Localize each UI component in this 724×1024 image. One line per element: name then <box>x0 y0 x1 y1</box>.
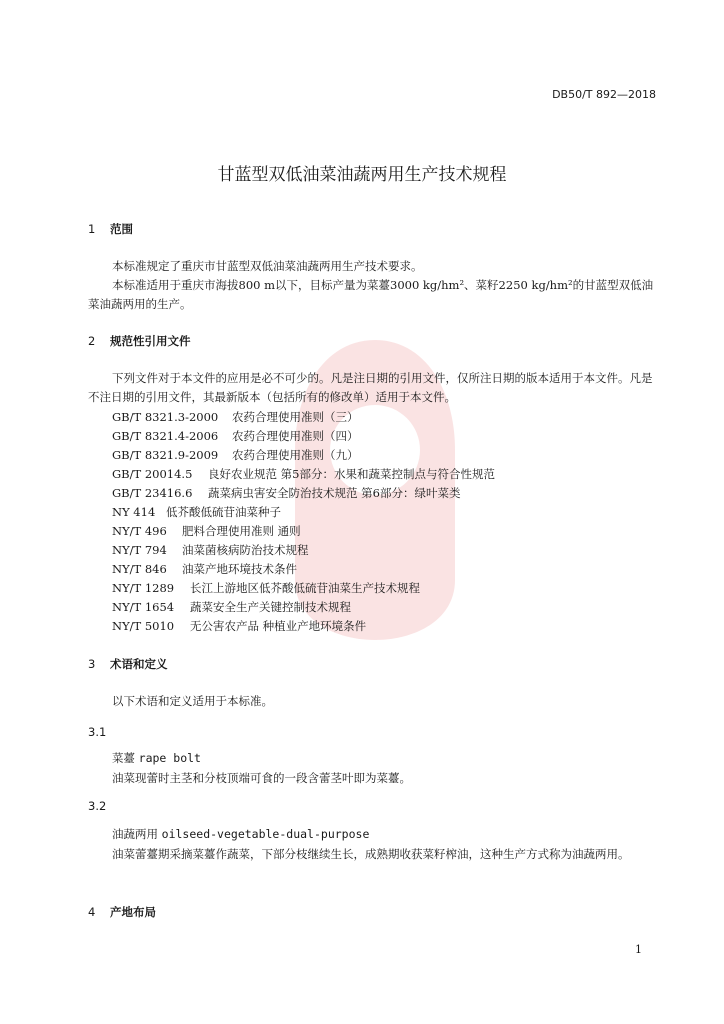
reference-item: NY/T 794 油菜菌核病防治技术规程 <box>112 543 309 557</box>
reference-item: GB/T 8321.4-2006 农药合理使用准则（四） <box>112 429 359 443</box>
term-3-1-definition: 油菜现蕾时主茎和分枝顶端可食的一段含蕾茎叶即为菜薹。 <box>112 771 411 785</box>
section-1-paragraph-1: 本标准规定了重庆市甘蓝型双低油菜油蔬两用生产技术要求。 <box>112 259 423 273</box>
reference-item: GB/T 8321.3-2000 农药合理使用准则（三） <box>112 410 359 424</box>
section-4-heading: 4 产地布局 <box>88 905 156 919</box>
section-1-heading: 1 范围 <box>88 222 133 236</box>
section-2-paragraph-1: 下列文件对于本文件的应用是必不可少的。凡是注日期的引用文件，仅所注日期的版本适用于本文件。凡是不注日期的引用文件，其最新版本（包括所有的修改单）适用于本文件。 <box>88 371 653 404</box>
term-3-2: 油蔬两用 oilseed-vegetable-dual-purpose <box>112 827 370 841</box>
section-1-paragraph-2: 本标准适用于重庆市海拔800 m以下，目标产量为菜薹3000 kg/hm²、菜籽2250 kg/hm²的甘蓝型双低油菜油蔬两用的生产。 <box>88 278 654 311</box>
document-title: 甘蓝型双低油菜油蔬两用生产技术规程 <box>217 165 507 185</box>
term-3-1: 菜薹 rape bolt <box>112 751 201 765</box>
reference-item: GB/T 8321.9-2009 农药合理使用准则（九） <box>112 448 359 462</box>
clause-3-2-number: 3.2 <box>88 799 107 813</box>
document-number: DB50/T 892—2018 <box>552 88 656 101</box>
reference-item: NY/T 846 油菜产地环境技术条件 <box>112 562 297 576</box>
reference-item: NY 414 低芥酸低硫苷油菜种子 <box>112 505 281 519</box>
page-number: 1 <box>635 943 642 956</box>
reference-item: NY/T 1654 蔬菜安全生产关键控制技术规程 <box>112 600 351 614</box>
clause-3-1-number: 3.1 <box>88 725 107 739</box>
reference-item: NY/T 1289 长江上游地区低芥酸低硫苷油菜生产技术规程 <box>112 581 420 595</box>
section-3-heading: 3 术语和定义 <box>88 657 168 671</box>
section-3-paragraph-1: 以下术语和定义适用于本标准。 <box>112 694 273 708</box>
section-2-heading: 2 规范性引用文件 <box>88 334 191 348</box>
reference-item: NY/T 496 肥料合理使用准则 通则 <box>112 524 301 538</box>
reference-item: NY/T 5010 无公害农产品 种植业产地环境条件 <box>112 619 367 633</box>
reference-item: GB/T 23416.6 蔬菜病虫害安全防治技术规范 第6部分：绿叶菜类 <box>112 486 461 500</box>
term-3-2-definition: 油菜蕾薹期采摘菜薹作蔬菜，下部分枝继续生长，成熟期收获菜籽榨油，这种生产方式称为油蔬两用。 <box>112 847 630 861</box>
reference-item: GB/T 20014.5 良好农业规范 第5部分：水果和蔬菜控制点与符合性规范 <box>112 467 495 481</box>
